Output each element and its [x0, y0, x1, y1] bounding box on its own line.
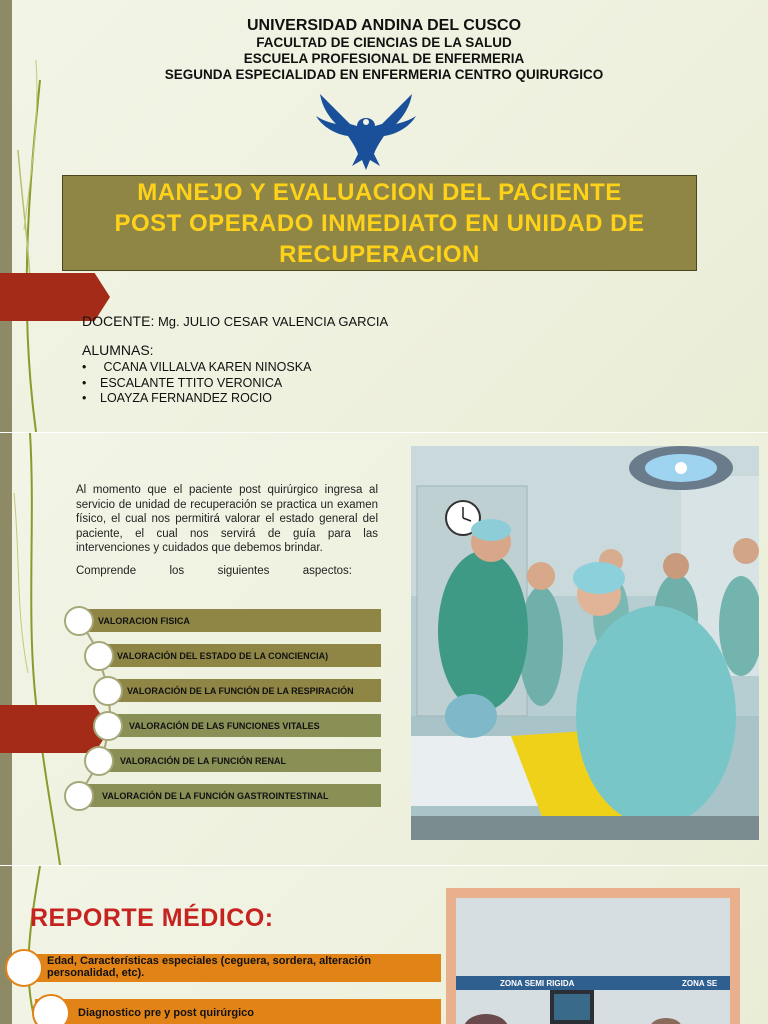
bullet-circle	[84, 641, 114, 671]
valoracion-label: VALORACIÓN DE LA FUNCIÓN GASTROINTESTINAL	[102, 790, 329, 801]
bullet-circle	[93, 676, 123, 706]
comprende-word: los	[169, 565, 185, 577]
report-item-text: Edad, Características especiales (ceguera, sordera, alteración personalidad, etc).	[47, 955, 372, 979]
valoracion-bar	[110, 679, 381, 702]
alumnas-list	[82, 360, 311, 407]
valoracion-label: VALORACION FISICA	[98, 615, 190, 626]
university-name: UNIVERSIDAD ANDINA DEL CUSCO	[246, 17, 522, 34]
valoracion-label: VALORACIÓN DE LA FUNCIÓN DE LA RESPIRACIÓN	[127, 685, 354, 696]
valoracion-bar	[100, 749, 381, 772]
title-line-3: RECUPERACION	[279, 240, 480, 268]
list-item: • CCANA VILLALVA KAREN NINOSKA	[82, 360, 311, 376]
comprende-word: Comprende	[76, 565, 137, 577]
alumnas-label: ALUMNAS:	[82, 342, 154, 358]
slide-reporte-medico	[0, 866, 768, 1024]
recovery-room-photo	[446, 888, 740, 1024]
slide-valoracion	[0, 433, 768, 865]
bullet-circle	[64, 781, 94, 811]
title-line-1: MANEJO Y EVALUACION DEL PACIENTE	[137, 178, 622, 206]
comprende-word: siguientes	[217, 565, 270, 577]
comprende-line	[76, 565, 352, 577]
title-line-2: POST OPERADO INMEDIATO EN UNIDAD DE	[114, 209, 645, 237]
docente-line	[82, 313, 388, 329]
bullet-circle	[84, 746, 114, 776]
valoracion-bar	[80, 609, 381, 632]
valoracion-label: VALORACIÓN DEL ESTADO DE LA CONCIENCIA)	[117, 650, 329, 661]
valoracion-bar	[100, 644, 381, 667]
report-item-text: Diagnostico pre y post quirúrgico	[78, 1007, 255, 1019]
slide-title	[0, 0, 768, 432]
valoracion-bar	[80, 784, 381, 807]
specialty-name: SEGUNDA ESPECIALIDAD EN ENFERMERIA CENTRO QUIRURGICO	[164, 67, 604, 82]
intro-paragraph: Al momento que el paciente post quirúrgico ingresa al servicio de unidad de recuperación se practica un examen físico, el cual nos permitirá valorar el estado general del paciente, el cual nos servirá de guía para las intervenciones y cuidados que debemos brindar.	[76, 484, 378, 554]
section-title: REPORTE MÉDICO:	[30, 904, 274, 932]
bullet-circle	[64, 606, 94, 636]
school-name: ESCUELA PROFESIONAL DE ENFERMERIA	[243, 51, 525, 66]
valoracion-label: VALORACIÓN DE LA FUNCIÓN RENAL	[120, 755, 286, 766]
bullet-circle	[32, 994, 70, 1024]
sign-text: ZONA SEMI RIGIDA	[500, 979, 575, 988]
bullet-circle	[93, 711, 123, 741]
docente-name: Mg. JULIO CESAR VALENCIA GARCIA	[157, 314, 389, 329]
valoracion-bar	[110, 714, 381, 737]
operating-room-photo	[411, 446, 759, 840]
list-item: • LOAYZA FERNANDEZ ROCIO	[82, 391, 311, 407]
presentation-title-box	[62, 175, 697, 271]
university-header	[0, 16, 768, 83]
bullet-circle	[5, 949, 43, 987]
list-item: • ESCALANTE TTITO VERONICA	[82, 376, 311, 392]
sign-text: ZONA SE	[682, 979, 718, 988]
comprende-word: aspectos:	[302, 565, 352, 577]
faculty-name: FACULTAD DE CIENCIAS DE LA SALUD	[256, 35, 512, 50]
valoracion-label: VALORACIÓN DE LAS FUNCIONES VITALES	[129, 720, 320, 731]
eagle-logo-icon	[312, 92, 420, 172]
docente-label: DOCENTE:	[82, 313, 155, 329]
